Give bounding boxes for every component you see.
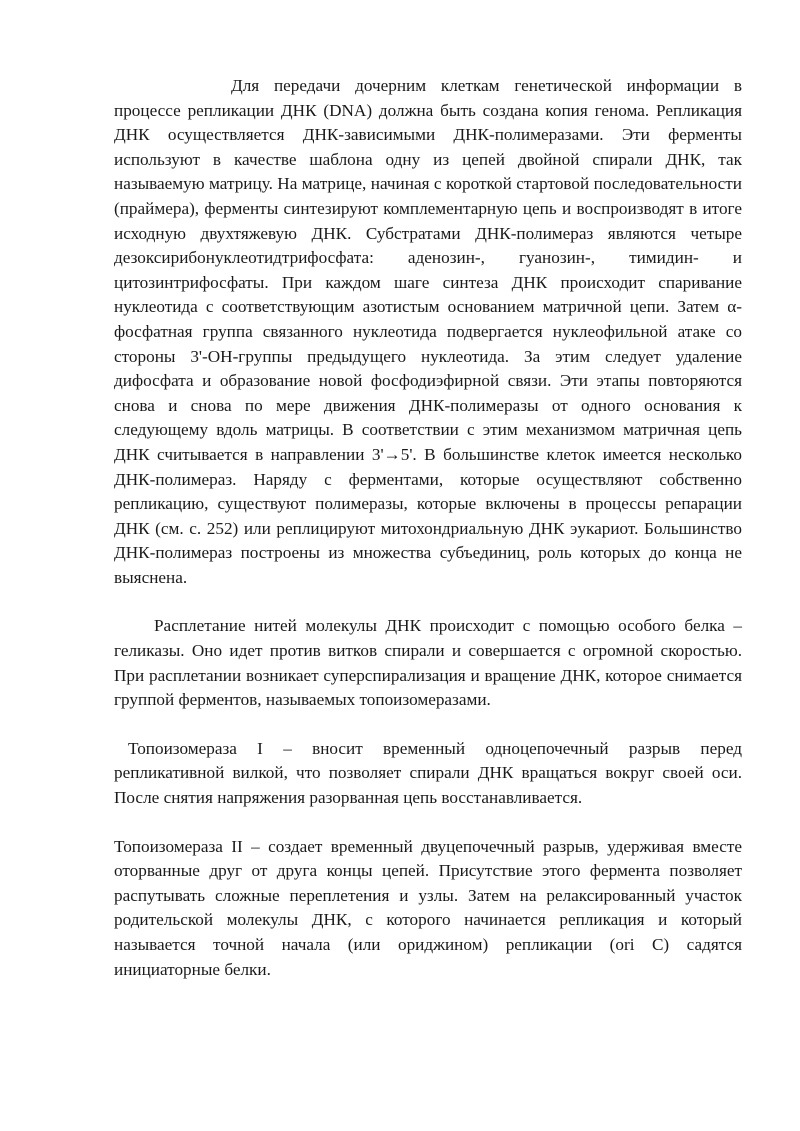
paragraph-topoisomerase-1: Топоизомераза I – вносит временный одноцепочечный разрыв перед репликативной вилкой, что позволяет спирали ДНК вращаться вокруг своей оси. После снятия напряжения разорванная цепь восстанавливается. — [114, 738, 742, 808]
paragraph-topoisomerase-2: Топоизомераза II – создает временный двуцепочечный разрыв, удерживая вместе оторванные друг от друга концы цепей. Присутствие этого фермента позволяет распутывать сложные переплетения и узлы. Затем на релаксированный участок родительской молекулы ДНК, с которого начинается репликация и который называется точной начала (или ориджином) репликации (ori C) садятся инициаторные белки. — [114, 836, 742, 979]
paragraph-helicase: Расплетание нитей молекулы ДНК происходит с помощью особого белка – геликазы. Оно идет против витков спирали и совершается с огромной скоростью. При расплетании возникает суперспирализация и вращение ДНК, которое снимается группой ферментов, называемых топоизомеразами. — [114, 616, 742, 710]
document-page — [114, 74, 742, 982]
paragraph-dna-replication: Для передачи дочерним клеткам генетической информации в процессе репликации ДНК (DNA) должна быть создана копия генома. Репликация ДНК осуществляется ДНК-зависимыми ДНК-полимеразами. Эти ферменты используют в качестве шаблона одну из цепей двойной спирали ДНК, так называемую матрицу. На матрице, начиная с короткой стартовой последовательности (праймера), ферменты синтезируют комплементарную цепь и воспроизводят в итоге исходную двухтяжевую ДНК. Субстратами ДНК-полимераз являются четыре дезоксирибонуклеотидтрифосфата: аденозин-, гуанозин-, тимидин- и цитозинтрифосфаты. При каждом шаге синтеза ДНК происходит спаривание нуклеотида с соответствующим азотистым основанием матричной цепи. Затем α-фосфатная группа связанного нуклеотида подвергается нуклеофильной атаке со стороны 3'-ОН-группы предыдущего нуклеотида. За этим следует удаление дифосфата и образование новой фосфодиэфирной связи. Эти этапы повторяются снова и снова по мере движения ДНК-полимеразы от одного основания к следующему вдоль матрицы. В соответствии с этим механизмом матричная цепь ДНК считывается в направлении 3'→5'. В большинстве клеток имеется несколько ДНК-полимераз. Наряду с ферментами, которые осуществляют собственно репликацию, существуют полимеразы, которые включены в процессы репарации ДНК (см. с. 252) или реплицируют митохондриальную ДНК эукариот. Большинство ДНК-полимераз построены из множества субъединиц, роль которых до конца не выяснена. — [114, 76, 742, 587]
